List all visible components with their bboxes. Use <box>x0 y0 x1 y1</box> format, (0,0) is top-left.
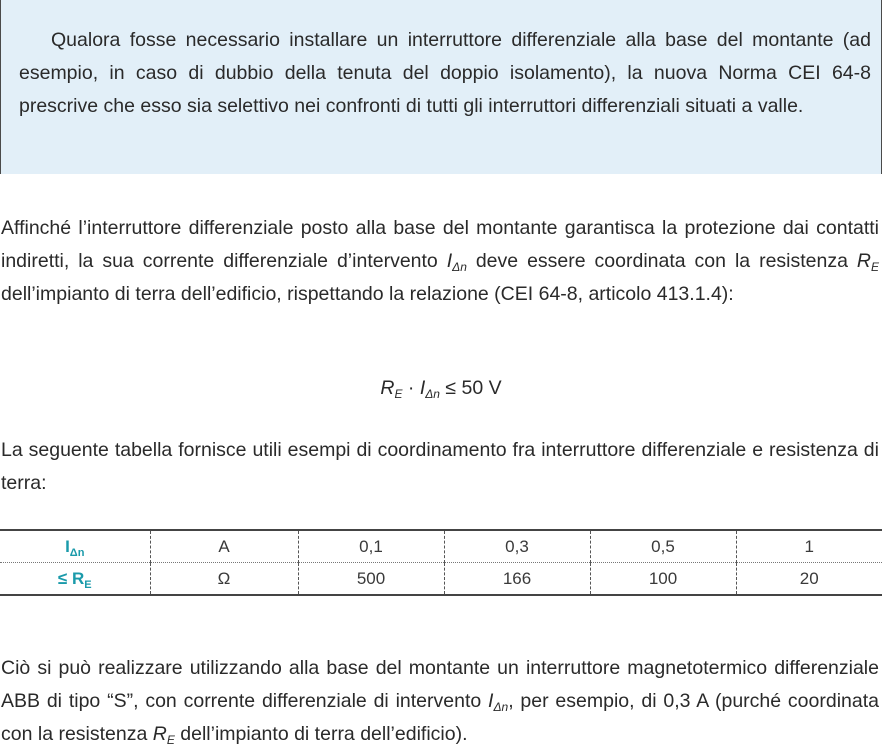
formula-i: I <box>419 377 426 399</box>
table-row-head <box>0 563 150 596</box>
formula-rest: ≤ 50 V <box>439 377 502 399</box>
row2-head-text: ≤ R <box>57 568 85 588</box>
formula-r: R <box>380 377 395 399</box>
para3-var-r: R <box>152 723 167 745</box>
row1-head-text: I <box>65 536 70 556</box>
para3-var-r-sub: E <box>166 733 175 747</box>
formula <box>0 372 882 405</box>
table-cell-unit: A <box>150 530 298 563</box>
table-cell: 1 <box>736 530 882 563</box>
formula-dot: · <box>402 377 420 399</box>
note-text <box>19 24 871 123</box>
table-cell: 0,1 <box>298 530 444 563</box>
table-row <box>0 530 882 563</box>
table-cell: 500 <box>298 563 444 596</box>
formula-i-sub: Δn <box>425 387 440 401</box>
para3-part3: dell’impianto di terra dell’edificio). <box>174 723 468 745</box>
para3-part2: , per esempio, di 0,3 A (purché coordinata con la resistenza <box>1 690 879 745</box>
table-cell: 100 <box>590 563 736 596</box>
paragraph-table-intro: La seguente tabella fornisce utili esempi di coordinamento fra interruttore differenziale e resistenza di terra: <box>1 439 879 494</box>
para1-part1: Affinché l’interruttore differenziale posto alla base del montante garantisca la protezione dai contatti indiretti, la sua corrente differenziale d’intervento <box>1 217 879 272</box>
table-cell: 20 <box>736 563 882 596</box>
formula-r-sub: E <box>394 387 403 401</box>
coordination-table <box>0 529 882 596</box>
para1-part2: deve essere coordinata con la resistenza <box>466 250 857 272</box>
para3-part1: Ciò si può realizzare utilizzando alla base del montante un interruttore magnetotermico differenziale ABB di tipo “S”, con corrente differenziale di intervento <box>1 657 879 712</box>
coordination-table-wrap <box>0 529 882 596</box>
table-row-head <box>0 530 150 563</box>
table-cell: 0,3 <box>444 530 590 563</box>
row2-head-sub: E <box>84 578 92 591</box>
para1-var-r: R <box>856 250 871 272</box>
para3-var-i: I <box>488 690 494 712</box>
table-cell: 166 <box>444 563 590 596</box>
row1-head-sub: Δn <box>69 546 85 559</box>
para1-var-i: I <box>446 250 453 272</box>
table-row <box>0 563 882 596</box>
para1-var-r-sub: E <box>871 260 880 274</box>
para3-var-i-sub: Δn <box>493 700 509 714</box>
note-text-content: Qualora fosse necessario installare un interruttore differenziale alla base del montante (ad esempio, in caso di dubbio della tenuta del doppio isolamento), la nuova Norma CEI 64-8 prescrive che esso sia selettivo nei confronti di tutti gli interruttori differenziali situati a valle. <box>19 29 871 117</box>
table-cell: 0,5 <box>590 530 736 563</box>
note-box <box>0 0 882 174</box>
paragraph-abb-example <box>1 652 879 751</box>
para1-part3: dell’impianto di terra dell’edificio, rispettando la relazione (CEI 64-8, articolo 413.1.4): <box>1 283 734 305</box>
paragraph-protection <box>1 212 879 311</box>
table-cell-unit: Ω <box>150 563 298 596</box>
para1-var-i-sub: Δn <box>452 260 467 274</box>
